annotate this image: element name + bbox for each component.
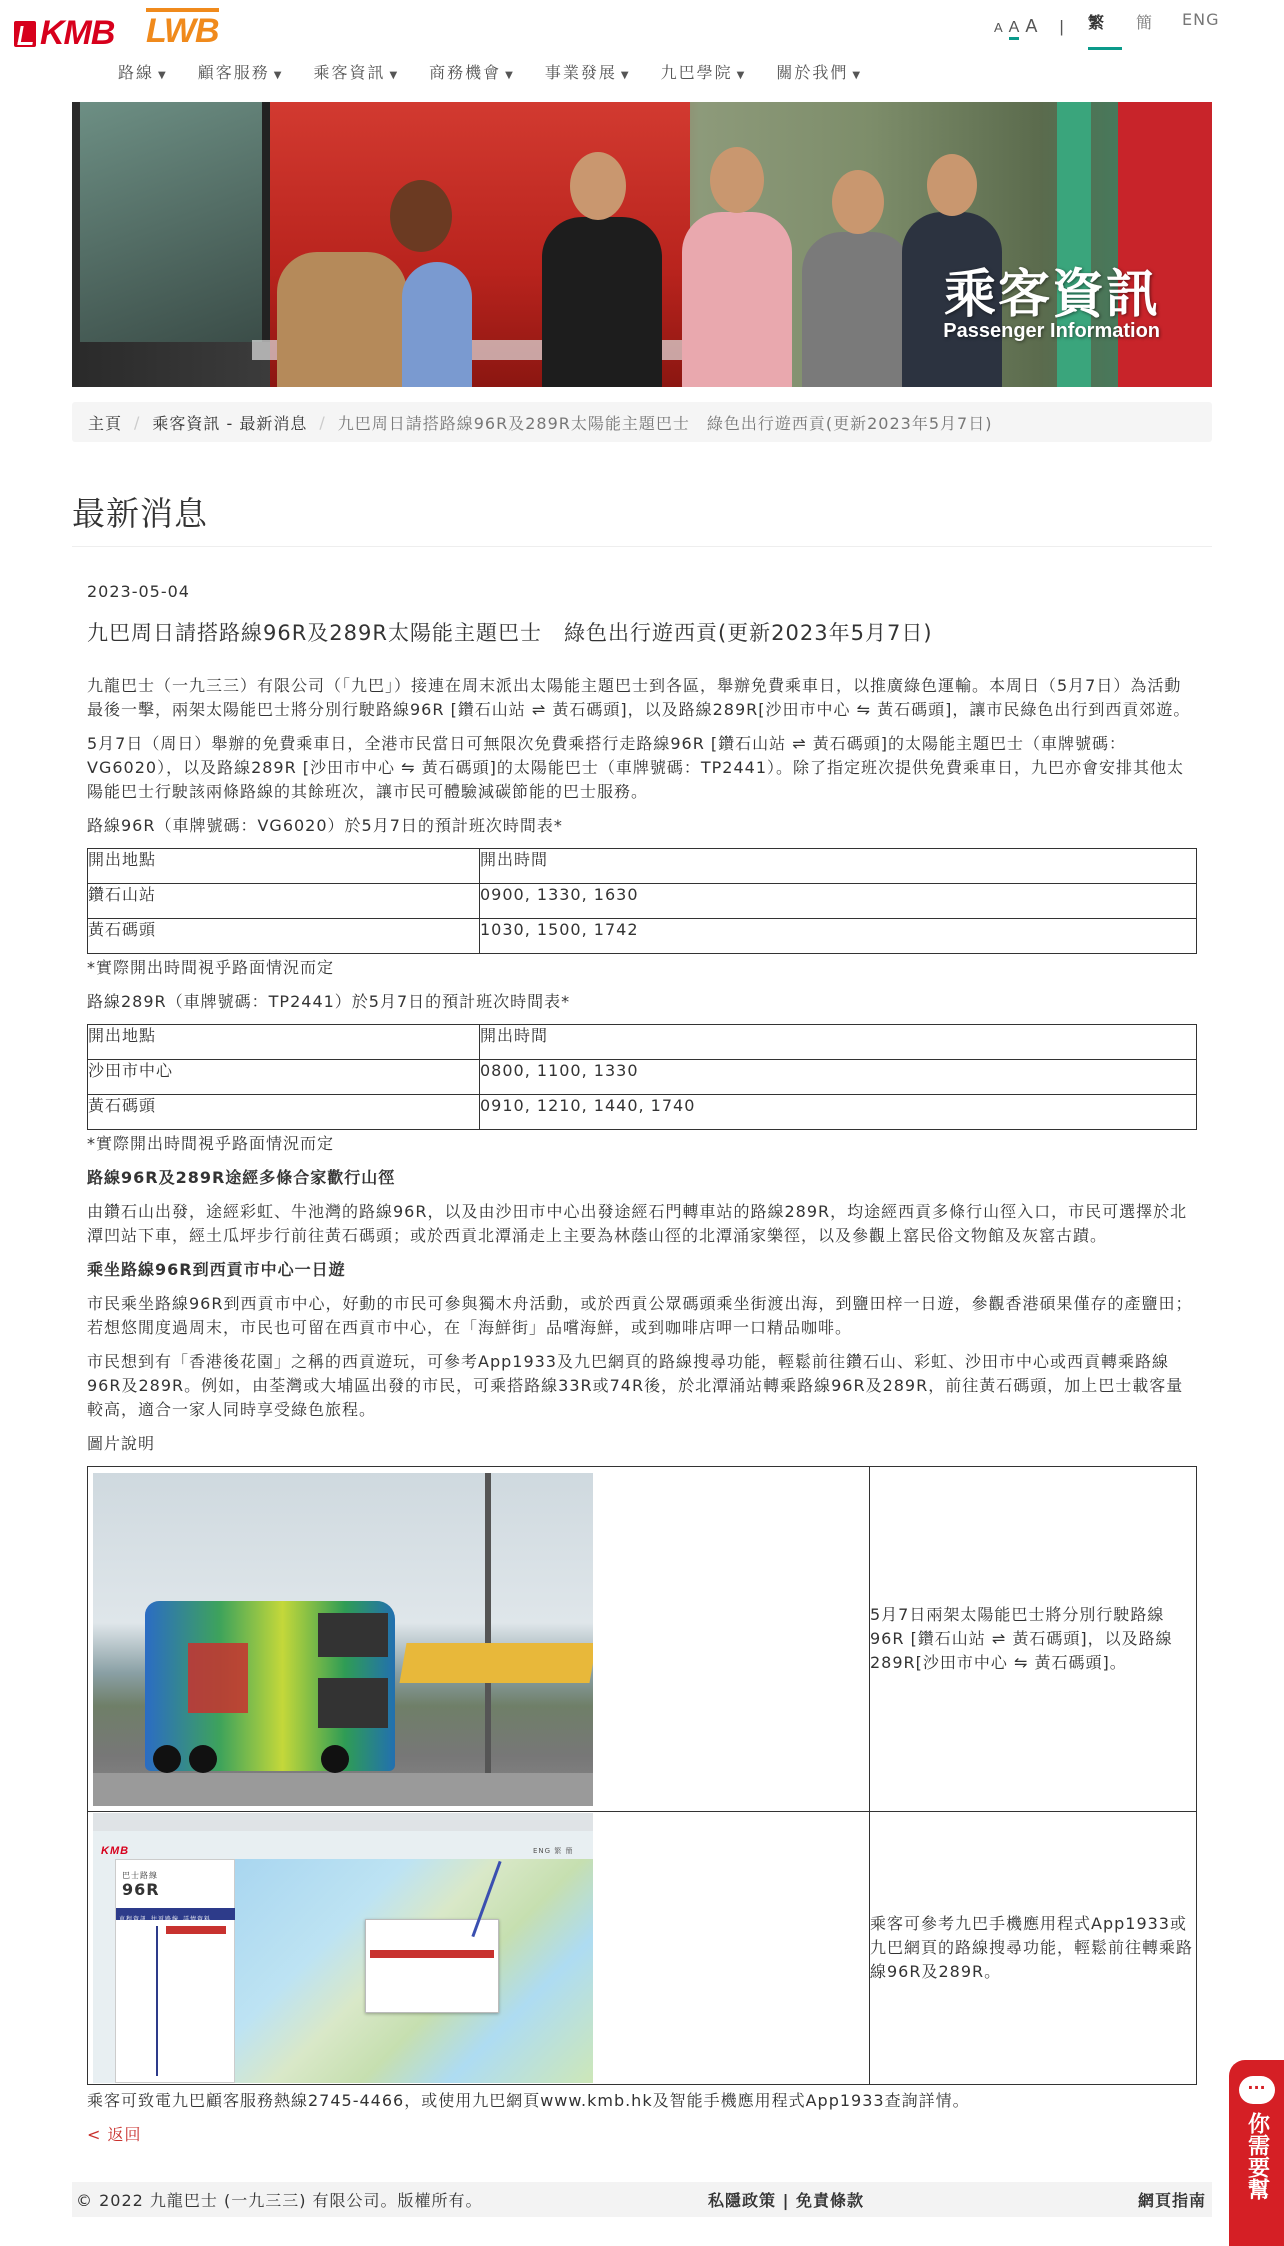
chevron-down-icon: ▼: [505, 70, 515, 81]
lang-traditional[interactable]: 繁: [1088, 10, 1122, 50]
article: [87, 580, 1197, 2147]
nav-development-label: 事業發展: [544, 63, 617, 82]
screenshot-tab-bar: [116, 1908, 236, 1923]
article-paragraph: 市民想到有「香港後花園」之稱的西貢遊玩，可參考App1933及九巴網頁的路線搜尋功能，輕鬆前往鑽石山、彩虹、沙田市中心或西貢轉乘路線96R及289R。例如，由荃灣或大埔區出發的市民，可乘搭路線33R或74R後，於北潭涌站轉乘路線96R及289R，前往黃石碼頭，加上巴士載客量較高，適合一家人同時享受綠色旅程。: [87, 1352, 1184, 1419]
article-subheading: 路線96R及289R途經多條合家歡行山徑: [87, 1168, 396, 1187]
photo-bus-panel: [188, 1643, 248, 1713]
breadcrumb-separator: /: [319, 412, 326, 432]
chevron-down-icon: ▼: [273, 70, 284, 81]
chevron-down-icon: ▼: [852, 70, 863, 81]
kmb-logo[interactable]: [14, 14, 114, 53]
font-size-switcher: [994, 16, 1064, 40]
lang-english[interactable]: ENG: [1182, 10, 1220, 29]
screenshot-lang: ENG 繁 簡: [533, 1847, 574, 1855]
lwb-logo[interactable]: [146, 12, 219, 51]
table-cell: 1030, 1500, 1742: [480, 919, 1197, 954]
main-nav: [118, 60, 892, 83]
banner-person-3: [682, 212, 792, 387]
nav-passenger-info-label: 乘客資訊: [313, 63, 386, 82]
picture-row: [88, 1467, 1197, 1812]
photo-bus-window: [318, 1613, 388, 1657]
banner-title-en: Passenger Information: [943, 320, 1160, 342]
nav-about[interactable]: [776, 60, 862, 83]
nav-passenger-info[interactable]: [313, 60, 399, 83]
article-subheading: 乘坐路線96R到西貢市中心一日遊: [87, 1260, 346, 1279]
page-title: 最新消息: [72, 494, 208, 533]
article-paragraph: 由鑽石山出發，途經彩虹、牛池灣的路線96R，以及由沙田市中心出發途經石門轉車站的路線289R，均途經西貢多條行山徑入口，市民可選擇於北潭凹站下車，經土瓜坪步行前往黃石碼頭；或於西貢北潭涌走上主要為林蔭山徑的北潭涌家樂徑，以及參觀上窰民俗文物館及灰窰古蹟。: [87, 1202, 1188, 1245]
nav-business[interactable]: [429, 60, 515, 83]
lwb-logo-text: LWB: [146, 8, 219, 50]
table-row: [88, 919, 1197, 954]
screenshot-map: [235, 1859, 593, 2083]
screenshot-tab: 詳情資料: [183, 1916, 212, 1923]
nav-academy-label: 九巴學院: [660, 63, 733, 82]
kmb-logo-text: KMB: [40, 14, 115, 52]
picture-row: [88, 1812, 1197, 2085]
breadcrumb-separator: /: [134, 412, 141, 432]
route-search-screenshot: [93, 1813, 593, 2083]
table-caption: 路線96R（車牌號碼：VG6020）於5月7日的預計班次時間表*: [87, 816, 563, 835]
article-paragraph: 5月7日（周日）舉辦的免費乘車日，全港市民當日可無限次免費乘搭行走路線96R [鑽石山站 ⇌ 黃石碼頭]的太陽能主題巴士（車牌號碼：VG6020），以及路線289R [沙田市中心 ⇋ 黃石碼頭]的太陽能巴士（車牌號碼：TP2441）。除了指定班次提供免費乘車日，九巴亦會安排其他太陽能巴士行駛該兩條路線的其餘班次，讓市民可體驗減碳節能的巴士服務。: [87, 734, 1185, 801]
footer-copyright: © 2022 九龍巴士 (一九三三) 有限公司。版權所有。: [76, 2191, 483, 2210]
footer-site-guide[interactable]: 網頁指南: [1137, 2191, 1206, 2210]
picture-heading: 圖片說明: [87, 1434, 156, 1453]
screenshot-route-line: [156, 1926, 158, 2076]
chevron-down-icon: ▼: [158, 70, 168, 81]
screenshot-map-popup: [365, 1919, 499, 2013]
contact-info: 乘客可致電九巴顧客服務熱線2745-4466，或使用九巴網頁www.kmb.hk及智能手機應用程式App1933查詢詳情。: [87, 2091, 970, 2110]
banner-person-5-head: [927, 154, 977, 216]
nav-customer-service-label: 顧客服務: [197, 63, 270, 82]
screenshot-kmb-logo: KMB: [101, 1845, 130, 1857]
font-size-separator: |: [1059, 17, 1064, 36]
nav-customer-service[interactable]: [198, 60, 284, 83]
banner-red-panel: [1118, 102, 1212, 387]
divider: [72, 546, 1212, 547]
nav-about-label: 關於我們: [776, 63, 849, 82]
nav-routes[interactable]: [118, 60, 168, 83]
chevron-down-icon: ▼: [620, 70, 631, 81]
footer-privacy-links[interactable]: 私隱政策 | 免責條款: [708, 2191, 864, 2210]
banner-person-1-bag: [402, 262, 472, 387]
font-size-medium[interactable]: A: [1009, 19, 1020, 40]
table-cell: 0900, 1330, 1630: [480, 884, 1197, 919]
table-note: *實際開出時間視乎路面情況而定: [87, 958, 335, 977]
banner-person-1: [277, 252, 407, 387]
table-row: [88, 1060, 1197, 1095]
picture-caption: 5月7日兩架太陽能巴士將分別行駛路線96R [鑽石山站 ⇌ 黃石碼頭]，以及路線289R[沙田市中心 ⇋ 黃石碼頭]。: [870, 1467, 1197, 1812]
photo-pole: [485, 1473, 491, 1773]
font-size-small[interactable]: A: [994, 20, 1003, 35]
banner-person-4: [802, 232, 912, 387]
screenshot-tab: 車程資訊: [119, 1916, 148, 1923]
banner-title-zh: 乘客資訊: [943, 265, 1160, 325]
article-paragraph: 九龍巴士（一九三三）有限公司（「九巴」）接連在周末派出太陽能主題巴士到各區，舉辦免費乘車日，以推廣綠色運輸。本周日（5月7日）為活動最後一擊，兩架太陽能巴士將分別行駛路線96R [鑽石山站 ⇌ 黃石碼頭]，以及路線289R[沙田市中心 ⇋ 黃石碼頭]，讓市民綠色出行到西貢郊遊。: [87, 676, 1191, 719]
table-caption: 路線289R（車牌號碼：TP2441）於5月7日的預計班次時間表*: [87, 992, 571, 1011]
chat-bubble-icon: [1239, 2076, 1275, 2104]
banner-person-2: [542, 217, 662, 387]
photo-bus-wheel: [153, 1745, 181, 1773]
chat-helper-button[interactable]: [1229, 2060, 1284, 2246]
table-header-cell: 開出時間: [480, 849, 1197, 884]
article-title: 九巴周日請搭路線96R及289R太陽能主題巴士 綠色出行遊西貢(更新2023年5月7日): [87, 621, 933, 645]
banner-person-2-head: [570, 152, 626, 220]
table-note: *實際開出時間視乎路面情況而定: [87, 1134, 335, 1153]
font-size-large[interactable]: A: [1025, 16, 1038, 36]
banner-bus-window: [80, 102, 270, 342]
photo-bus-wheel: [189, 1745, 217, 1773]
table-header-cell: 開出時間: [480, 1025, 1197, 1060]
nav-development[interactable]: [545, 60, 631, 83]
picture-cell: [88, 1812, 870, 2085]
nav-academy[interactable]: [661, 60, 747, 83]
screenshot-tab: 往返路線: [151, 1916, 180, 1923]
table-cell: 0910, 1210, 1440, 1740: [480, 1095, 1197, 1130]
breadcrumb-current: 九巴周日請搭路線96R及289R太陽能主題巴士 綠色出行遊西貢(更新2023年5月7日): [337, 413, 993, 433]
picture-table: [87, 1466, 1197, 2085]
site-footer: [72, 2182, 1212, 2217]
table-cell: 鑽石山站: [88, 884, 480, 919]
table-cell: 沙田市中心: [88, 1060, 480, 1095]
screenshot-popup-highlight: [370, 1950, 494, 1958]
chevron-down-icon: ▼: [389, 70, 400, 81]
table-cell: 0800, 1100, 1330: [480, 1060, 1197, 1095]
chevron-down-icon: ▼: [736, 70, 747, 81]
picture-cell: [88, 1467, 870, 1812]
schedule-table-289r: [87, 1024, 1197, 1130]
banner-person-3-head: [710, 147, 764, 213]
picture-caption: 乘客可參考九巴手機應用程式App1933或九巴網頁的路線搜尋功能，輕鬆前往轉乘路線96R及289R。: [870, 1812, 1197, 2085]
screenshot-stop-highlight: [166, 1926, 226, 1934]
back-link[interactable]: < 返回: [87, 2125, 142, 2144]
table-header-cell: 開出地點: [88, 1025, 480, 1060]
banner-person-4-head: [832, 170, 884, 234]
table-header-row: [88, 1025, 1197, 1060]
table-row: [88, 884, 1197, 919]
banner-pillar: [1057, 102, 1091, 387]
table-row: [88, 1095, 1197, 1130]
site-header: [0, 0, 1284, 92]
solar-bus-photo: [93, 1473, 593, 1806]
article-date: 2023-05-04: [87, 582, 190, 601]
chat-helper-label: 你需要幫: [1244, 2112, 1270, 2200]
breadcrumb-home[interactable]: 主頁: [88, 413, 123, 433]
nav-business-label: 商務機會: [429, 63, 502, 82]
screenshot-panel-title: 巴士路線: [122, 1871, 158, 1880]
kmb-logo-mark-icon: [14, 21, 36, 47]
breadcrumb-section[interactable]: 乘客資訊 - 最新消息: [152, 413, 308, 433]
screenshot-route-number: 96R: [122, 1880, 160, 1899]
screenshot-browser-bar: [93, 1813, 593, 1831]
schedule-table-96r: [87, 848, 1197, 954]
photo-bus-wheel: [321, 1745, 349, 1773]
hero-banner: [72, 102, 1212, 387]
table-cell: 黃石碼頭: [88, 919, 480, 954]
screenshot-route-panel: [115, 1859, 235, 2083]
photo-canopy: [399, 1643, 593, 1683]
article-paragraph: 市民乘坐路線96R到西貢市中心，好動的市民可參與獨木舟活動，或於西貢公眾碼頭乘坐街渡出海，到鹽田梓一日遊，參觀香港碩果僅存的產鹽田；若想悠閒度過周末，市民也可留在西貢市中心，在「海鮮街」品嚐海鮮，或到咖啡店呷一口精品咖啡。: [87, 1294, 1193, 1337]
table-header-cell: 開出地點: [88, 849, 480, 884]
banner-person-1-head: [390, 180, 452, 252]
table-cell: 黃石碼頭: [88, 1095, 480, 1130]
photo-ground: [93, 1773, 593, 1806]
photo-bus-window: [318, 1678, 388, 1728]
table-header-row: [88, 849, 1197, 884]
lang-simplified[interactable]: 簡: [1136, 13, 1154, 32]
nav-routes-label: 路線: [118, 63, 155, 82]
breadcrumb: [72, 402, 1212, 442]
